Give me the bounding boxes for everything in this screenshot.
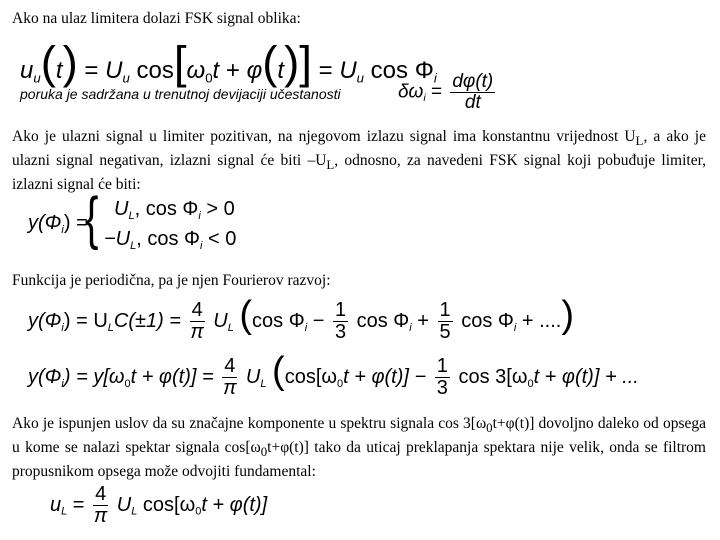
eq-symbol: δω <box>398 81 424 103</box>
eq-operator: = <box>430 81 443 103</box>
eq-symbol: U <box>105 57 123 84</box>
eq-fraction <box>450 72 495 113</box>
paragraph-fundamental: Ako je ispunjen uslov da su značajne komponente u spektru signala $\cos 3[\omega_0t+\varphi(t)]$ dovoljno daleko od opsega u kome se nalazi spektar signala $\cos[\omega_0t+\varphi(t)]$ tako da uticaj preklapanja spektara nije velik, onda se filtrom propusnikom opsega može odvojiti fundamental: <box>12 415 706 481</box>
equation-frequency-deviation <box>398 72 498 113</box>
eq-symbol: φ <box>246 57 263 84</box>
eq-subscript: 0 <box>205 70 213 86</box>
piecewise-case-positive: $U_L$, $\cos \Phi_i > 0$ <box>114 198 235 222</box>
eq-symbol: t <box>55 57 63 84</box>
eq-operator: = <box>84 57 99 84</box>
eq-symbol: ω <box>186 57 206 84</box>
piecewise-case-negative: $-U_L$, $\cos \Phi_i < 0$ <box>104 228 237 252</box>
equation-output-fundamental: $u_L$ = $\frac{4}{\pi}$ $U_L$ $\cos[\omega_0t + \varphi(t)]$ <box>50 483 268 527</box>
eq-function: cos <box>370 57 409 84</box>
eq-function: cos <box>136 57 174 84</box>
equation-fourier-series: $y(\Phi_i) = U_LC(\pm 1)$ = $\frac{4}{\pi}$ $U_L$ (cos $\Phi_i$ − $\frac{1}{3}$ $\cos \Phi_i$ + $\frac{1}{5}$ $\cos \Phi_i$ + ....) <box>28 294 574 344</box>
eq-numerator: dφ(t) <box>452 71 494 92</box>
eq-symbol: Φ <box>414 57 434 84</box>
eq-subscript: i <box>433 70 437 86</box>
equation-fourier-fsk: $y(\Phi_i) = y[\omega_0t + \varphi(t)]$ = $\frac{4}{\pi}$ $U_L$ ($\cos[\omega_0t + \varphi(t)]$ − $\frac{1}{3}$ $\cos 3[\omega_0t + \varphi(t)]$ + ... <box>28 350 639 400</box>
eq-symbol: u <box>20 57 34 84</box>
deviation-note: poruka je sadržana u trenutnoj devijaciji učestanosti <box>20 86 341 102</box>
intro-text: Ako na ulaz limitera dolazi FSK signal oblika: <box>12 10 301 27</box>
equation-fsk-input: $u_u(t) = U_u$ $\cos[\omega_0t + \varphi(t)] = U_u$ $\cos \Phi_i$ <box>20 37 437 88</box>
eq-subscript: i <box>423 93 426 105</box>
eq-subscript: u <box>33 70 41 86</box>
paragraph-limiter: Ako je ulazni signal u limiter pozitivan, na njegovom izlazu signal ima konstantnu vrijednost $U_L$, a ako je ulazni signal negativan, izlazni signal će biti $-U_L$, odnosno, za navedeni FSK signal koji pobuđuje limiter, izlazni signal će biti: <box>12 128 706 194</box>
eq-operator: + <box>225 57 240 84</box>
fourier-intro-text: Funkcija je periodična, pa je njen Fourierov razvoj: <box>12 272 331 289</box>
eq-subscript: u <box>122 70 130 86</box>
eq-denominator: dt <box>464 91 481 113</box>
